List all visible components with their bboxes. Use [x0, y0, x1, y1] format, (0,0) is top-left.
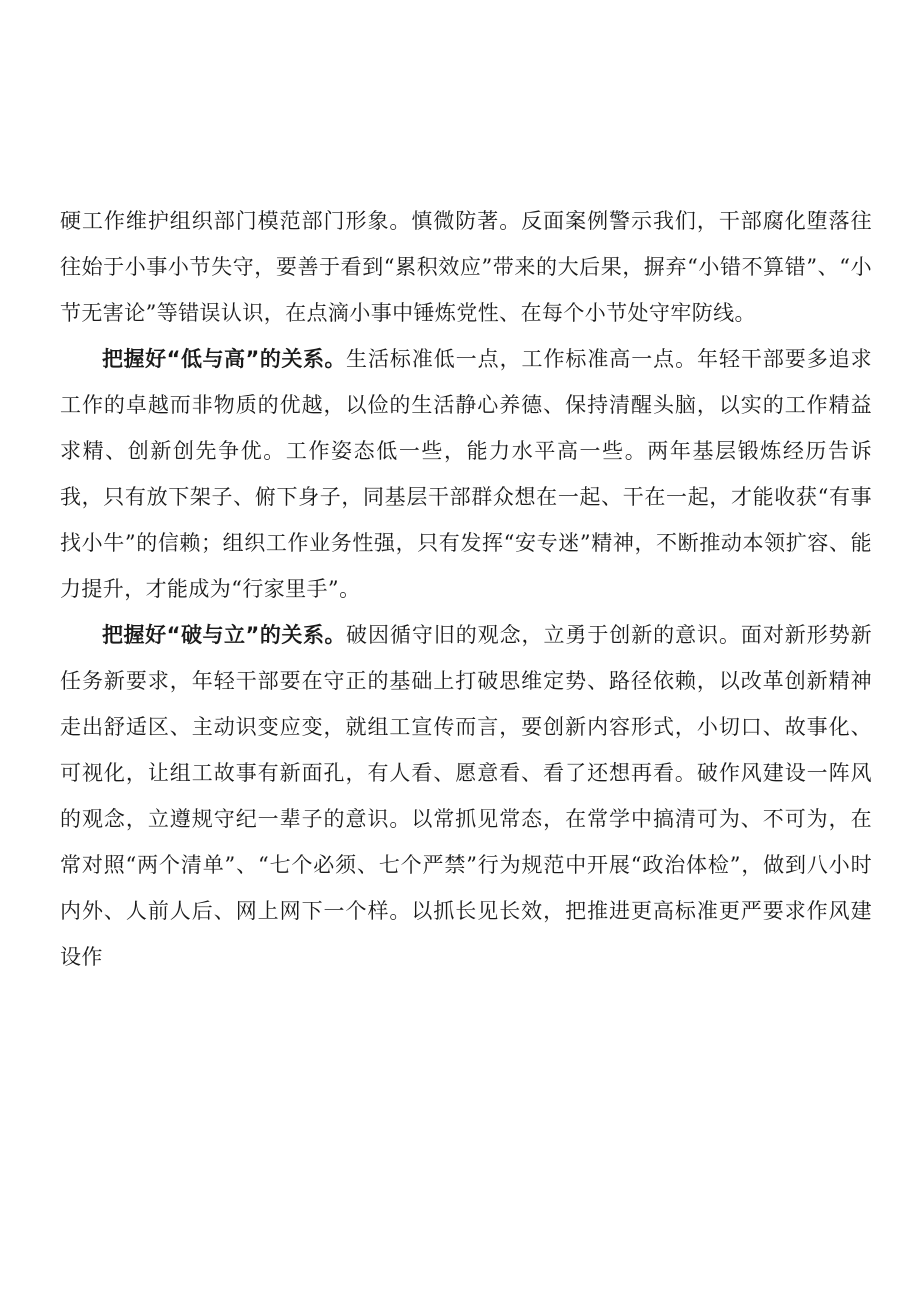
document-body [60, 198, 872, 980]
paragraph-2 [60, 336, 872, 612]
paragraph-1-text: 硬工作维护组织部门模范部门形象。慎微防著。反面案例警示我们，干部腐化堕落往往始于小事小节失守，要善于看到“累积效应”带来的大后果，摒弃“小错不算错”、“小节无害论”等错误认识，在点滴小事中锤炼党性、在每个小节处守牢防线。 [60, 209, 872, 325]
paragraph-2-text: 生活标准低一点，工作标准高一点。年轻干部要多追求工作的卓越而非物质的优越，以俭的生活静心养德、保持清醒头脑，以实的工作精益求精、创新创先争优。工作姿态低一些，能力水平高一些。两年基层锻炼经历告诉我，只有放下架子、俯下身子，同基层干部群众想在一起、干在一起，才能收获“有事找小牛”的信赖；组织工作业务性强，只有发挥“安专迷”精神，不断推动本领扩容、能力提升，才能成为“行家里手”。 [60, 347, 872, 601]
paragraph-3 [60, 612, 872, 980]
paragraph-1 [60, 198, 872, 336]
paragraph-3-heading: 把握好“破与立”的关系。 [102, 623, 347, 647]
paragraph-3-text: 破因循守旧的观念，立勇于创新的意识。面对新形势新任务新要求，年轻干部要在守正的基础上打破思维定势、路径依赖，以改革创新精神走出舒适区、主动识变应变，就组工宣传而言，要创新内容形式，小切口、故事化、可视化，让组工故事有新面孔，有人看、愿意看、看了还想再看。破作风建设一阵风的观念，立遵规守纪一辈子的意识。以常抓见常态，在常学中搞清可为、不可为，在常对照“两个清单”、“七个必须、七个严禁”行为规范中开展“政治体检”，做到八小时内外、人前人后、网上网下一个样。以抓长见长效，把推进更高标准更严要求作风建设作 [60, 623, 872, 969]
paragraph-2-heading: 把握好“低与高”的关系。 [102, 347, 347, 371]
